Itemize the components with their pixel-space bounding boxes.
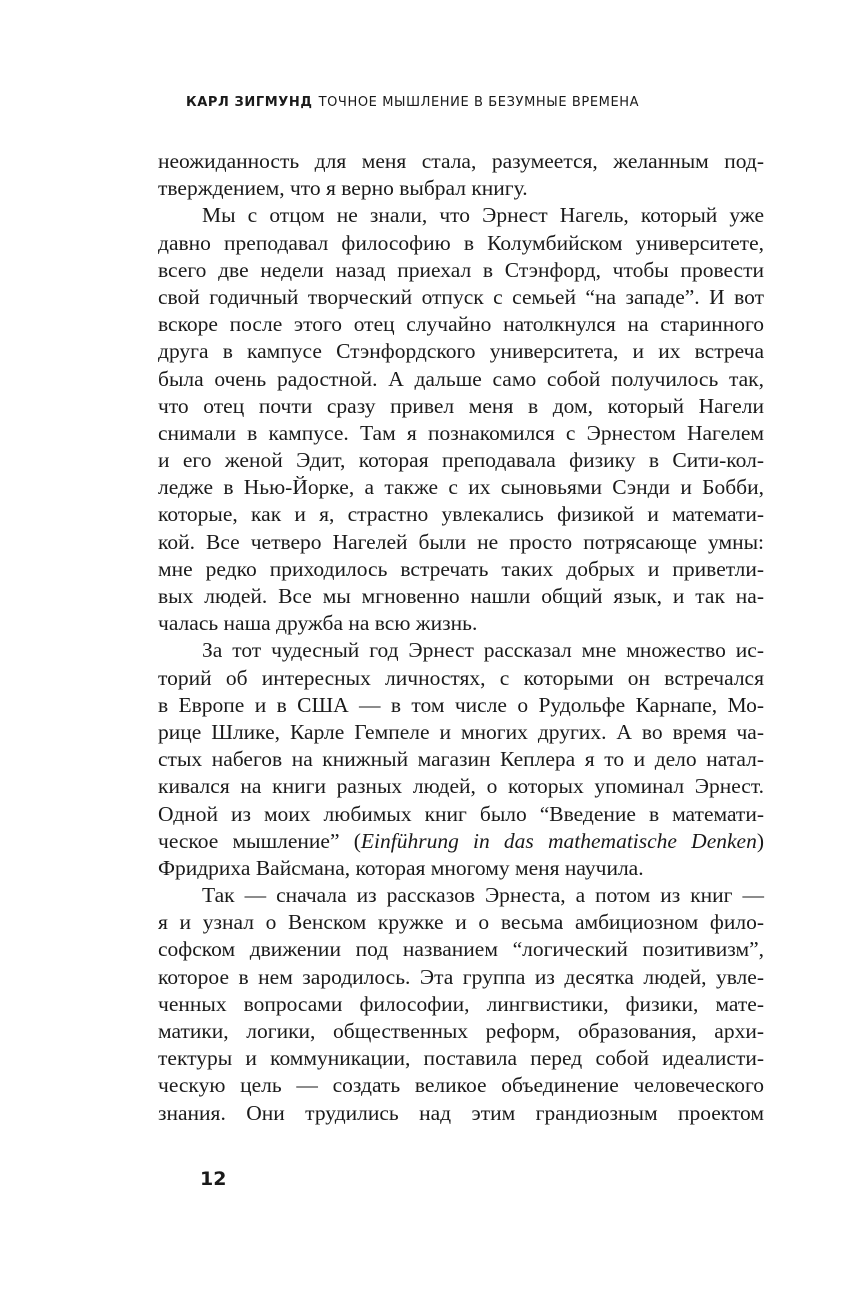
running-head — [186, 95, 639, 110]
text-line: Мы с отцом не знали, что Эрнест Нагель, который уже — [202, 203, 764, 228]
text-line: знания. Они трудились над этим грандиозным проектом — [158, 1100, 764, 1125]
text-line: давно преподавал философию в Колумбийском университете, — [158, 230, 764, 255]
text-line: в Европе и в США — в том числе о Рудольфе Карнапе, Мо- — [158, 692, 764, 717]
text-line: кой. Все четверо Нагелей были не просто потрясающе умны: — [158, 529, 764, 554]
text-line: всего две недели назад приехал в Стэнфорд, чтобы провести — [158, 257, 764, 282]
running-head-author: КАРЛ ЗИГМУНД — [186, 95, 313, 110]
text-line: стых набегов на книжный магазин Кеплера я то и дело натал- — [158, 747, 764, 772]
text-line: которые, как и я, страстно увлекались физикой и математи- — [158, 502, 764, 527]
text-line: матики, логики, общественных реформ, образования, архи- — [158, 1019, 764, 1043]
text-line: тверждением, что я верно выбрал книгу. — [158, 176, 528, 201]
text-line: ческую цель — создать великое объединение человеческого — [158, 1073, 764, 1098]
text-line: чалась наша дружба на всю жизнь. — [158, 611, 478, 636]
text-line: ченных вопросами философии, лингвистики, физики, мате- — [158, 991, 764, 1016]
text-line: Так — сначала из рассказов Эрнеста, а потом из книг — — [202, 883, 764, 908]
text-line: вых людей. Все мы мгновенно нашли общий язык, и так на- — [158, 584, 764, 608]
text-line: мне редко приходилось встречать таких добрых и приветли- — [158, 556, 764, 581]
text-line: вскоре после этого отец случайно натолкнулся на старинного — [158, 312, 764, 337]
text-line: За тот чудесный год Эрнест рассказал мне множество ис- — [202, 638, 764, 663]
text-line: торий об интересных личностях, с которыми он встречался — [158, 665, 764, 690]
text-line: друга в кампусе Стэнфордского университета, и их встреча — [158, 339, 764, 364]
text-fragment: ческое мышление” ( — [158, 828, 361, 853]
text-line-mixed — [158, 828, 764, 855]
text-line: я и узнал о Венском кружке и о весьма амбициозном фило- — [158, 910, 764, 935]
text-line: Фридриха Вайсмана, которая многому меня научила. — [158, 855, 644, 880]
text-line: и его женой Эдит, которая преподавала физику в Сити-кол- — [158, 448, 764, 473]
running-head-title: ТОЧНОЕ МЫШЛЕНИЕ В БЕЗУМНЫЕ ВРЕМЕНА — [318, 95, 640, 110]
text-line: кивался на книги разных людей, о которых упоминал Эрнест. — [158, 774, 764, 799]
text-line: ледже в Нью-Йорке, а также с их сыновьями Сэнди и Бобби, — [158, 475, 764, 500]
text-line: свой годичный творческий отпуск с семьей “на западе”. И вот — [158, 284, 764, 309]
text-line: неожиданность для меня стала, разумеется, желанным под- — [158, 149, 764, 173]
text-line: что отец почти сразу привел меня в дом, который Нагели — [158, 393, 764, 418]
text-line: была очень радостной. А дальше само собой получилось так, — [158, 366, 764, 391]
text-line: рице Шлике, Карле Гемпеле и многих других. А во время ча- — [158, 719, 764, 744]
text-line: снимали в кампусе. Там я познакомился с Эрнестом Нагелем — [158, 420, 764, 445]
page-number: 12 — [200, 1168, 227, 1190]
text-line: софском движении под названием “логический позитивизм”, — [158, 937, 764, 962]
text-line: тектуры и коммуникации, поставила перед собой идеалисти- — [158, 1046, 764, 1071]
text-fragment: ) — [756, 828, 764, 853]
italic-book-title: Einführung in das mathematische Denken — [360, 828, 757, 853]
body-text — [158, 148, 764, 1127]
text-line: Одной из моих любимых книг было “Введение в математи- — [158, 801, 764, 826]
text-line: которое в нем зародилось. Эта группа из десятка людей, увле- — [158, 964, 764, 989]
